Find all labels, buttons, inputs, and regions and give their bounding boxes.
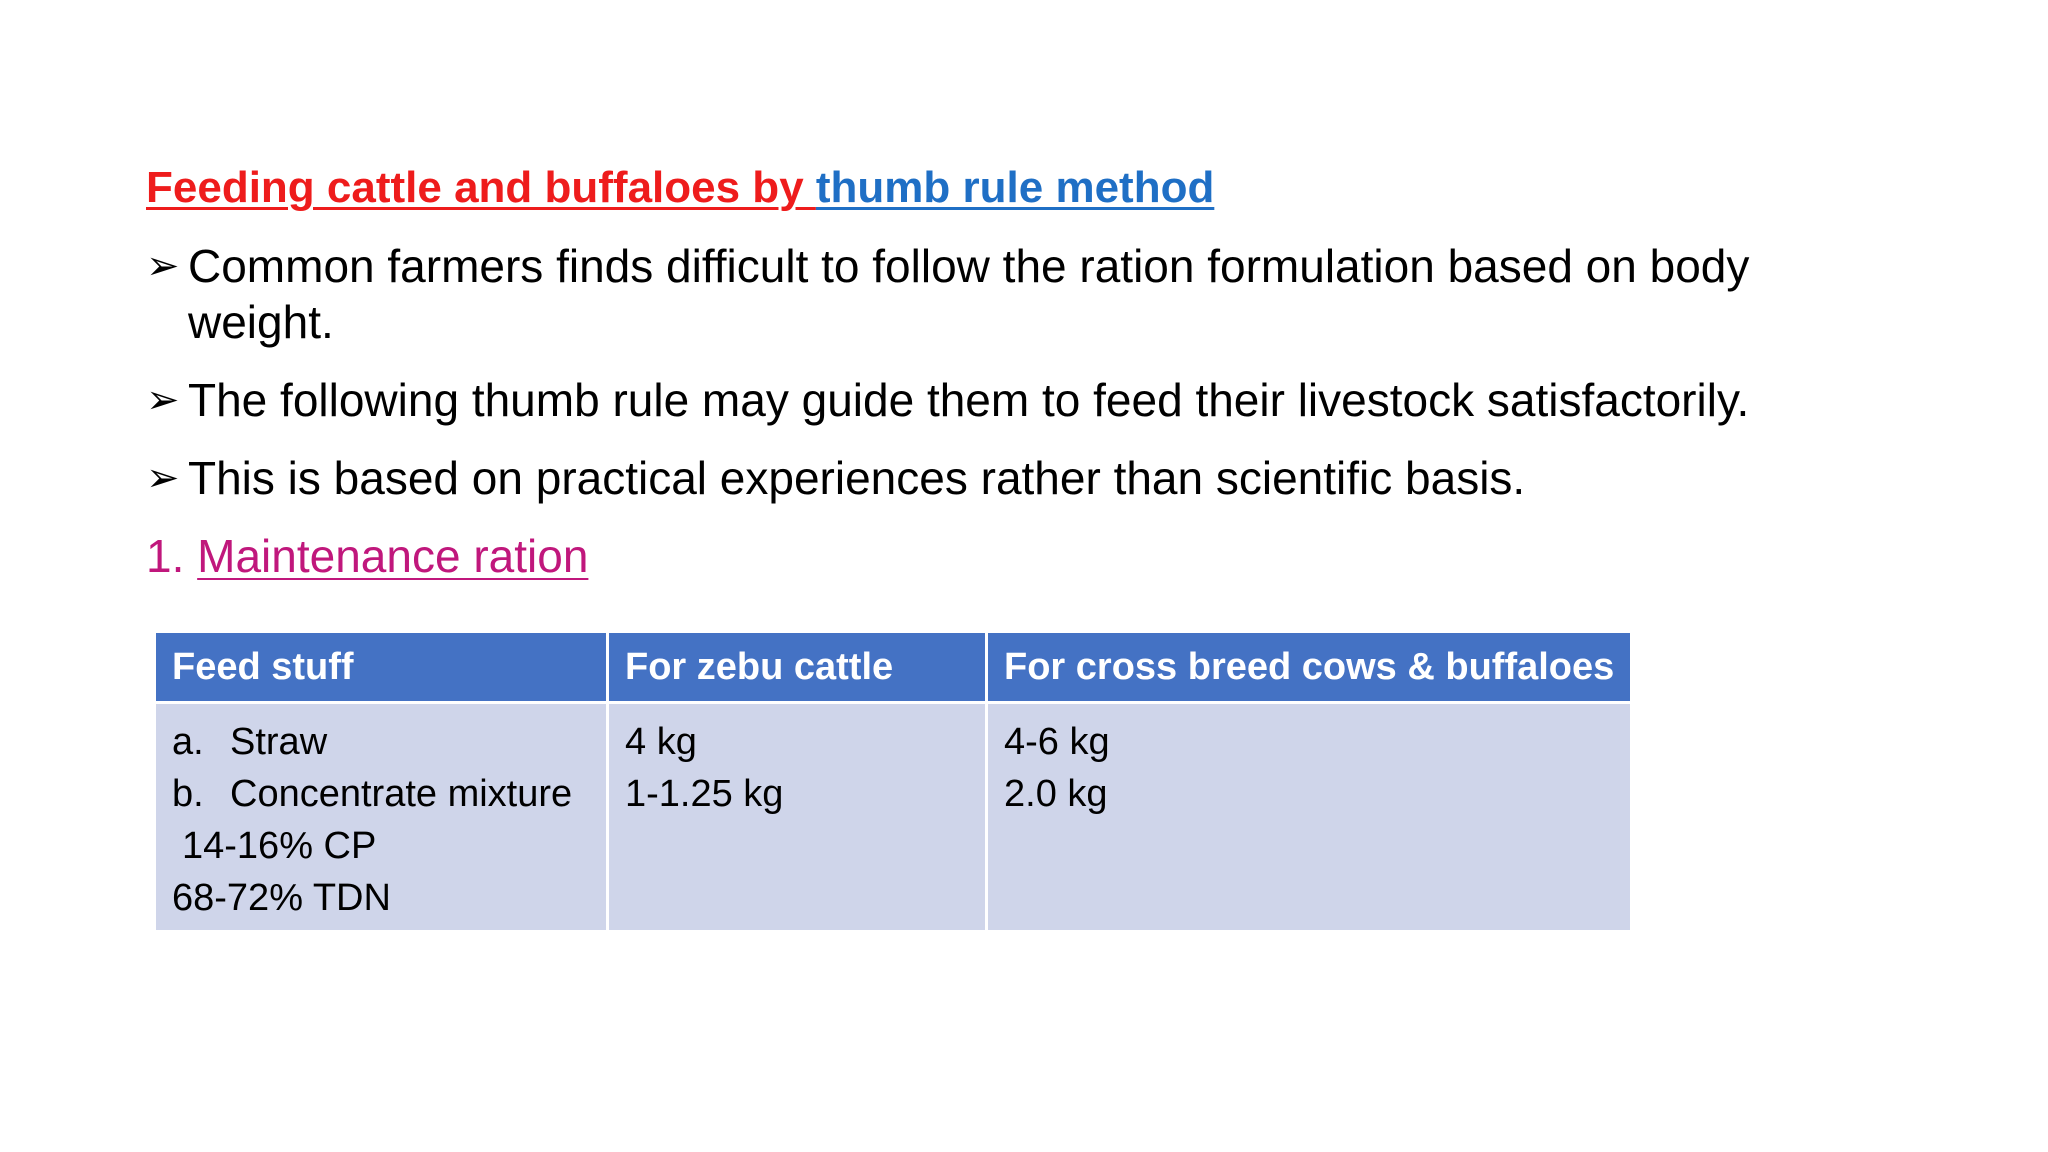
heading-part-blue: thumb rule method xyxy=(815,163,1215,212)
bullet-item xyxy=(146,372,1906,428)
bullet-text: This is based on practical experiences rather than scientific basis. xyxy=(188,452,1526,504)
header-zebu-cattle: For zebu cattle xyxy=(608,632,987,703)
arrow-bullet-icon: ➢ xyxy=(146,378,180,422)
bullet-item xyxy=(146,238,1906,350)
maintenance-ration-table xyxy=(153,630,1633,933)
feed-tdn: 68-72% TDN xyxy=(172,877,391,919)
item-label: a. xyxy=(172,721,204,763)
item-text: Concentrate mixture xyxy=(230,773,573,815)
cell-feed-stuff xyxy=(155,703,608,932)
feed-item-concentrate xyxy=(172,768,590,820)
section-title: Maintenance ration xyxy=(197,530,589,582)
feed-item-straw xyxy=(172,716,590,768)
crossbreed-concentrate-amount: 2.0 kg xyxy=(1004,773,1108,815)
cell-cross-breed xyxy=(987,703,1632,932)
table-header-row xyxy=(155,632,1632,703)
arrow-bullet-icon: ➢ xyxy=(146,456,180,500)
header-feed-stuff: Feed stuff xyxy=(155,632,608,703)
heading-part-red: Feeding cattle and buffaloes by xyxy=(146,163,816,212)
crossbreed-straw-amount: 4-6 kg xyxy=(1004,721,1110,763)
section-number: 1. xyxy=(146,530,198,582)
section-heading xyxy=(146,528,588,584)
bullet-text: Common farmers finds difficult to follow the ration formulation based on body weight. xyxy=(188,240,1750,348)
table-row xyxy=(155,703,1632,932)
bullet-text: The following thumb rule may guide them to feed their livestock satisfactorily. xyxy=(188,374,1750,426)
slide-heading xyxy=(146,160,1214,216)
item-text: Straw xyxy=(230,721,328,763)
arrow-bullet-icon: ➢ xyxy=(146,244,180,288)
bullet-item xyxy=(146,450,1906,506)
zebu-straw-amount: 4 kg xyxy=(625,721,697,763)
header-cross-breed: For cross breed cows & buffaloes xyxy=(987,632,1632,703)
item-label: b. xyxy=(172,773,204,815)
feed-cp: 14-16% CP xyxy=(182,825,377,867)
zebu-concentrate-amount: 1-1.25 kg xyxy=(625,773,784,815)
cell-zebu-cattle xyxy=(608,703,987,932)
